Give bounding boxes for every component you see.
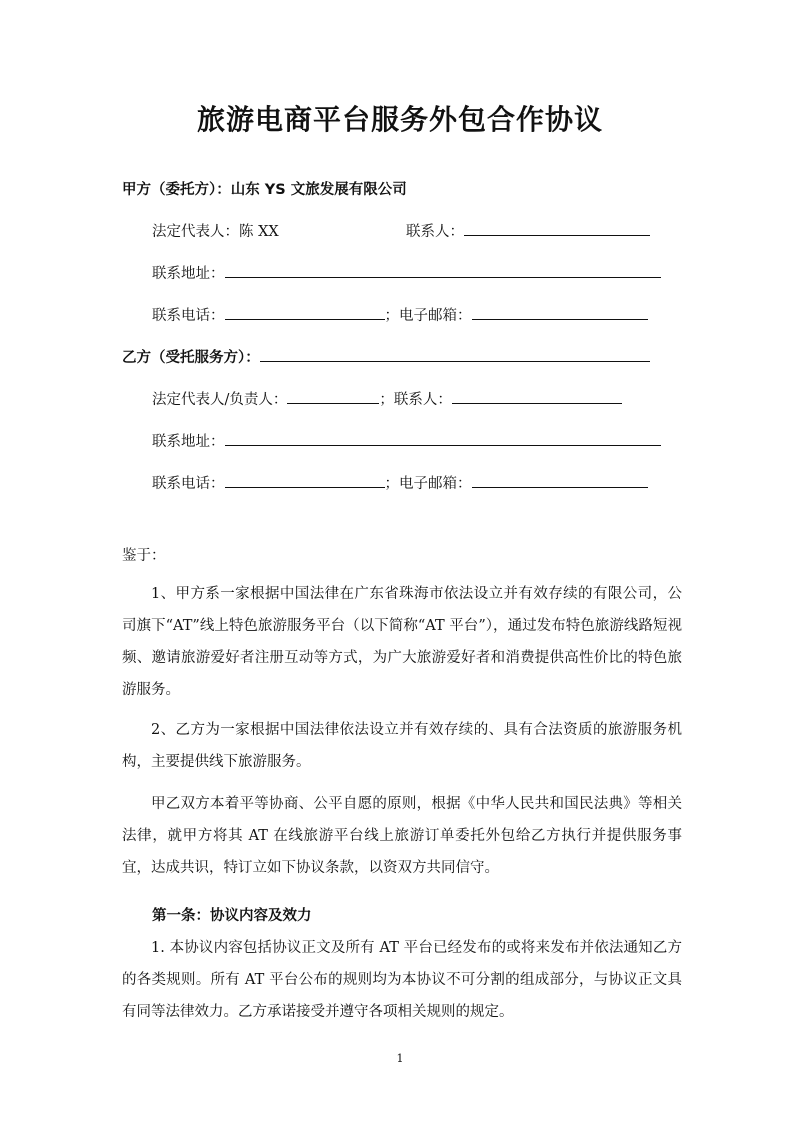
party-b-contact-blank <box>452 389 622 404</box>
party-a-contact-blank <box>464 221 650 236</box>
party-a-address-blank <box>225 263 661 278</box>
article-1-text: 1. 本协议内容包括协议正文及所有 AT 平台已经发布的或将来发布并依法通知乙方的各类规则。所有 AT 平台公布的规则均为本协议不可分割的组成部分，与协议正文具有同等法律效力。乙方承诺接受并遵守各项相关规则的规定。 <box>122 940 682 1020</box>
party-a-address-line <box>152 262 661 283</box>
party-b-rep-blank <box>287 389 379 404</box>
article-1-heading: 第一条：协议内容及效力 <box>152 908 312 924</box>
party-a-email-label: 电子邮箱： <box>399 308 472 324</box>
party-b-phone-blank <box>225 473 385 488</box>
party-a-name: 山东 YS 文旅发展有限公司 <box>230 182 407 198</box>
party-b-address-line <box>152 430 661 451</box>
party-a-label: 甲方（委托方）： <box>122 182 231 198</box>
party-a-rep-line <box>152 220 279 241</box>
party-a-email-blank <box>472 305 648 320</box>
party-a-phone-blank <box>225 305 385 320</box>
document-title: 旅游电商平台服务外包合作协议 <box>196 103 603 136</box>
paragraph-1: 1、甲方系一家根据中国法律在广东省珠海市依法设立并有效存续的有限公司，公司旗下“AT”线上特色旅游服务平台（以下简称“AT 平台”），通过发布特色旅游线路短视频、邀请旅游爱好者注册互动等方式，为广大旅游爱好者和消费提供高性价比的特色旅游服务。 <box>122 586 682 698</box>
party-a-contact-label: 联系人： <box>406 224 464 240</box>
party-b-sep-2: ； <box>384 476 399 492</box>
party-b-rep-line <box>152 388 622 409</box>
party-a-address-label: 联系地址： <box>152 266 225 282</box>
party-b-address-label: 联系地址： <box>152 434 225 450</box>
party-a-rep-value: 陈 XX <box>239 224 279 240</box>
page-number: 1 <box>396 1052 404 1065</box>
party-a-sep: ； <box>384 308 399 324</box>
party-b-sep-1: ； <box>379 392 394 408</box>
party-a-phone-label: 联系电话： <box>152 308 225 324</box>
party-b-label: 乙方（受托服务方）： <box>122 350 260 366</box>
paragraph-3: 甲乙双方本着平等协商、公平自愿的原则，根据《中华人民共和国民法典》等相关法律，就甲方将其 AT 在线旅游平台线上旅游订单委托外包给乙方执行并提供服务事宜，达成共识，特订立如下协议条款，以资双方共同信守。 <box>122 796 682 876</box>
party-b-name-blank <box>260 347 650 362</box>
party-a-rep-label: 法定代表人： <box>152 224 239 240</box>
whereas-label: 鉴于： <box>122 548 166 564</box>
party-b-email-blank <box>472 473 648 488</box>
party-b-phone-line <box>152 472 648 493</box>
party-b-address-blank <box>225 431 661 446</box>
party-b-rep-label: 法定代表人/负责人： <box>152 392 288 408</box>
party-b-email-label: 电子邮箱： <box>399 476 472 492</box>
party-b-contact-label: 联系人： <box>393 392 452 408</box>
party-a-phone-line <box>152 304 648 325</box>
party-b-line <box>122 346 650 367</box>
paragraph-2: 2、乙方为一家根据中国法律依法设立并有效存续的、具有合法资质的旅游服务机构，主要提供线下旅游服务。 <box>122 722 682 770</box>
party-a-line <box>122 178 407 199</box>
party-b-phone-label: 联系电话： <box>152 476 225 492</box>
party-a-contact-line <box>406 220 650 241</box>
